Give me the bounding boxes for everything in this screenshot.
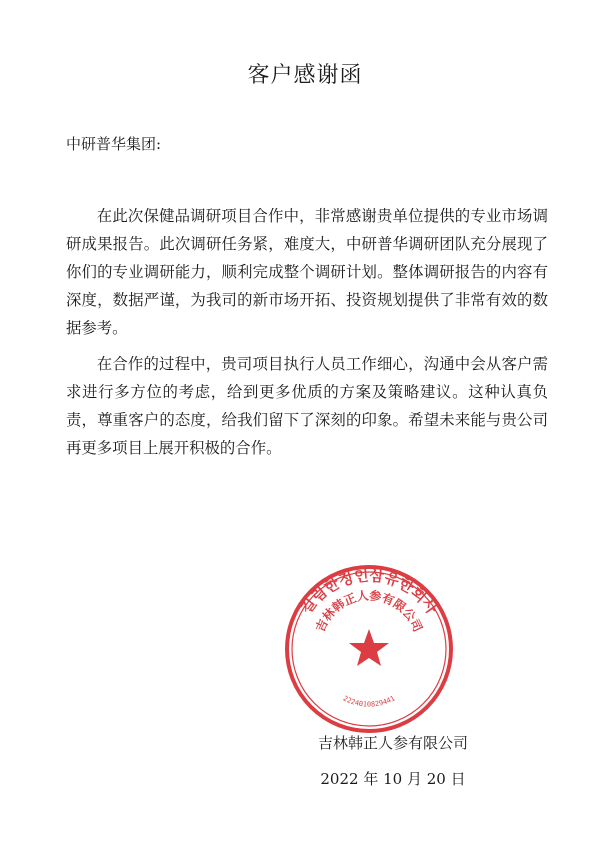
salutation: 中研普华集团: [66,135,162,153]
body-paragraph: 在合作的过程中，贵司项目执行人员工作细心，沟通中会从客户需求进行多方位的考虑，给到更多优质的方案及策略建议。这种认真负责，尊重客户的态度，给我们留下了深刻的印象。希望未来能与贵公司再更多项目上展开积极的合作。 [66,355,548,457]
company-signature: 吉林韩正人参有限公司 [317,734,468,752]
seal-star-icon [349,629,389,666]
seal-number: 2224010829441 [341,694,397,709]
company-seal-stamp [283,563,455,735]
letter-body [66,202,548,462]
letter-title: 客户感谢函 [247,63,363,88]
letter-date: 2022 年 10 月 20 日 [320,770,466,788]
body-paragraph: 在此次保健品调研项目合作中，非常感谢贵单位提供的专业市场调研成果报告。此次调研任务紧，难度大，中研普华调研团队充分展现了你们的专业调研能力，顺利完成整个调研计划。整体调研报告的内容有深度，数据严谨，为我司的新市场开拓、投资规划提供了非常有效的数据参考。 [66,207,548,337]
seal-inner-text: 吉林韩正人参有限公司 [313,588,425,635]
seal-outer-text: 길림한정인삼유한회사 [297,566,441,618]
